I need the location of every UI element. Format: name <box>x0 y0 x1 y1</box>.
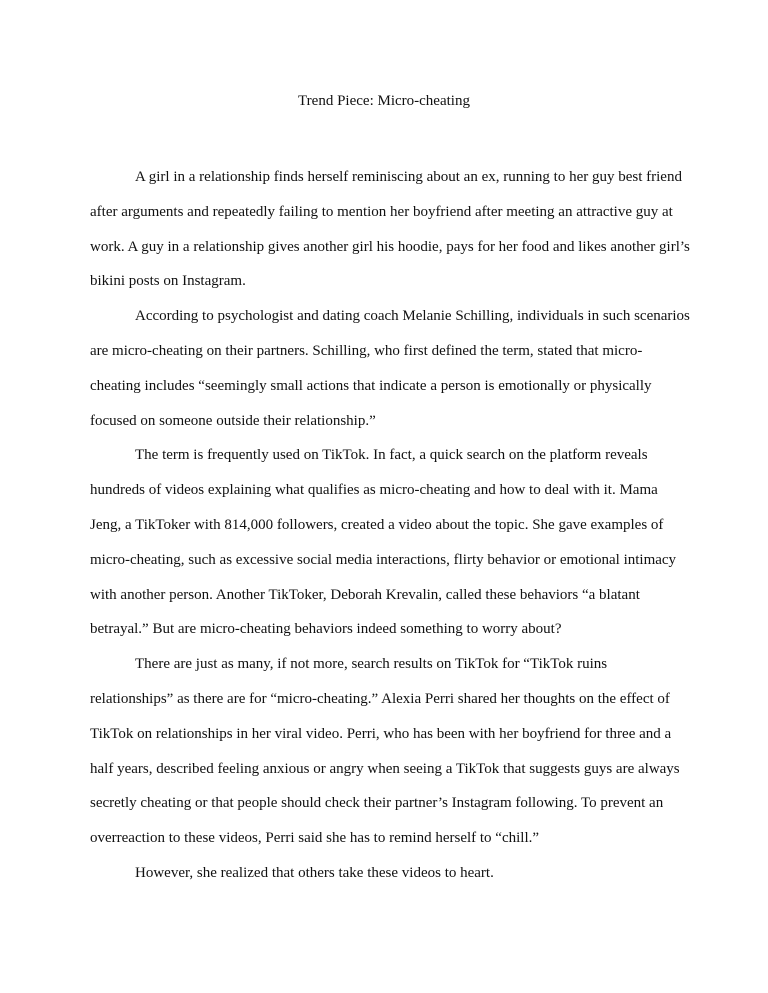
paragraph: The term is frequently used on TikTok. In fact, a quick search on the platform reveals hundreds of videos explaining what qualifies as micro-cheating and how to deal with it. Mama Jeng, a TikToker with 814,000 followers, created a video about the topic. She gave examples of micro-cheating, such as excessive social media interactions, flirty behavior or emotional intimacy with another person. Another TikToker, Deborah Krevalin, called these behaviors “a blatant betrayal.” But are micro-cheating behaviors indeed something to worry about? <box>90 447 677 638</box>
paragraph: According to psychologist and dating coach Melanie Schilling, individuals in such scenarios are micro-cheating on their partners. Schilling, who first defined the term, stated that micro-cheating includes “seemingly small actions that indicate a person is emotionally or physically focused on someone outside their relationship.” <box>90 308 690 429</box>
paragraph: A girl in a relationship finds herself reminiscing about an ex, running to her guy best friend after arguments and repeatedly failing to mention her boyfriend after meeting an attractive guy at work. A guy in a relationship gives another girl his hoodie, pays for her food and likes another girl’s bikini posts on Instagram. <box>90 169 690 290</box>
paragraph: However, she realized that others take these videos to heart. <box>135 864 494 881</box>
document-body <box>90 160 690 891</box>
document-title: Trend Piece: Micro-cheating <box>298 93 470 109</box>
paragraph: There are just as many, if not more, search results on TikTok for “TikTok ruins relationships” as there are for “micro-cheating.” Alexia Perri shared her thoughts on the effect of TikTok on relationships in her viral video. Perri, who has been with her boyfriend for three and a half years, described feeling anxious or angry when seeing a TikTok that suggests guys are always secretly cheating or that people should check their partner’s Instagram following. To prevent an overreaction to these videos, Perri said she has to remind herself to “chill.” <box>90 656 680 847</box>
